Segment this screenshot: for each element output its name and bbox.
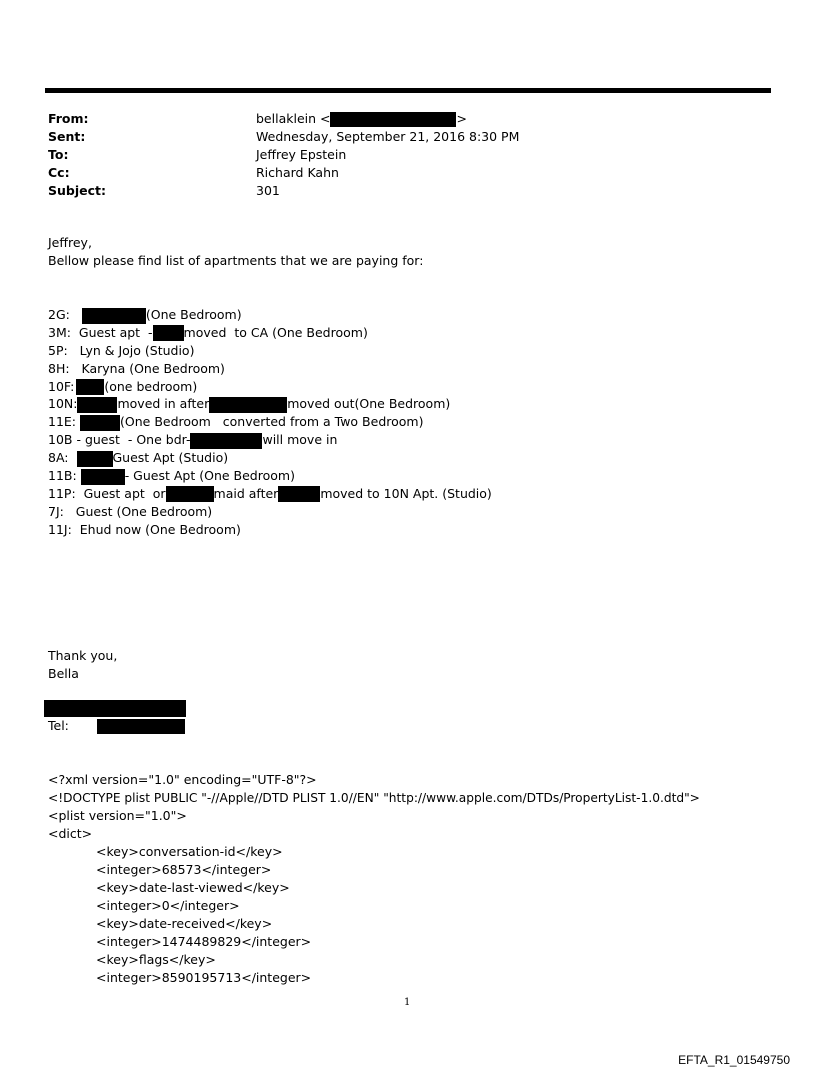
xml-line: <?xml version="1.0" encoding="UTF-8"?> [48, 772, 317, 787]
redaction-box [190, 433, 262, 449]
intro-text: Bellow please find list of apartments that we are paying for: [48, 253, 424, 268]
apartment-line: 10F: (one bedroom) [48, 378, 198, 394]
redaction-box [77, 397, 117, 413]
apartment-line: 8A: Guest Apt (Studio) [48, 450, 229, 466]
page-number: 1 [404, 997, 411, 1008]
redaction-box [278, 486, 320, 502]
xml-line: <integer>8590195713</integer> [96, 970, 312, 985]
subject-row [48, 182, 519, 200]
apartment-line: 8H: Karyna (One Bedroom) [48, 360, 225, 376]
to-label: To: [48, 147, 69, 162]
redaction-box [330, 112, 456, 127]
redaction-box [44, 700, 186, 717]
apartment-line: 10B - guest - One bdr- will move in [48, 432, 338, 448]
xml-line: <key>flags</key> [96, 952, 216, 967]
sender-name: Bella [48, 666, 79, 681]
redaction-box [82, 308, 146, 324]
cc-label: Cc: [48, 165, 70, 180]
plist-xml [48, 771, 700, 987]
sent-label: Sent: [48, 129, 86, 144]
redaction-box [76, 379, 104, 395]
apartment-line: 11E: (One Bedroom converted from a Two Bedroom) [48, 414, 424, 430]
xml-line: <key>date-last-viewed</key> [96, 880, 290, 895]
redaction-box [77, 451, 113, 467]
cc-row [48, 164, 519, 182]
document-id: EFTA_R1_01549750 [678, 1053, 790, 1067]
apartment-line: 3M: Guest apt - moved to CA (One Bedroom) [48, 324, 368, 340]
from-label: From: [48, 111, 89, 126]
to-row [48, 146, 519, 164]
xml-line: <key>date-received</key> [96, 916, 273, 931]
redaction-box [97, 719, 185, 734]
redaction-box [80, 415, 120, 431]
apartment-line: 2G: (One Bedroom) [48, 307, 242, 322]
apartment-line: 11P: Guest apt or maid after moved to 10N Apt. (Studio) [48, 485, 492, 501]
apartment-line: 5P: Lyn & Jojo (Studio) [48, 342, 195, 358]
signoff [48, 647, 117, 683]
apartment-line: 10N: moved in after moved out(One Bedroom) [48, 396, 451, 412]
signature-block [44, 700, 186, 735]
sent-row [48, 128, 519, 146]
from-row [48, 110, 519, 128]
apartment-list [48, 306, 492, 539]
redaction-box [166, 486, 214, 502]
redaction-box [81, 469, 125, 485]
sent-value: Wednesday, September 21, 2016 8:30 PM [256, 129, 520, 144]
apartment-line: 11B: - Guest Apt (One Bedroom) [48, 468, 295, 484]
email-header [48, 110, 519, 200]
to-value: Jeffrey Epstein [256, 147, 347, 162]
xml-line: <dict> [48, 826, 93, 841]
apartment-line: 7J: Guest (One Bedroom) [48, 503, 213, 519]
tel-label: Tel: [48, 718, 69, 733]
thanks-text: Thank you, [48, 648, 118, 663]
xml-line: <integer>68573</integer> [96, 862, 272, 877]
redaction-box [153, 325, 184, 341]
xml-line: <integer>1474489829</integer> [96, 934, 312, 949]
xml-line: <integer>0</integer> [96, 898, 240, 913]
xml-line: <!DOCTYPE plist PUBLIC "-//Apple//DTD PLIST 1.0//EN" "http://www.apple.com/DTDs/PropertyList-1.0.dtd"> [48, 791, 700, 805]
header-rule [45, 88, 771, 93]
subject-value: 301 [256, 183, 280, 198]
from-value: bellaklein < > [256, 111, 467, 126]
xml-line: <plist version="1.0"> [48, 808, 187, 823]
subject-label: Subject: [48, 183, 106, 198]
cc-value: Richard Kahn [256, 165, 339, 180]
greeting: Jeffrey, [48, 235, 92, 250]
message-intro [48, 234, 423, 270]
xml-line: <key>conversation-id</key> [96, 844, 283, 859]
redaction-box [209, 397, 287, 413]
apartment-line: 11J: Ehud now (One Bedroom) [48, 521, 241, 537]
